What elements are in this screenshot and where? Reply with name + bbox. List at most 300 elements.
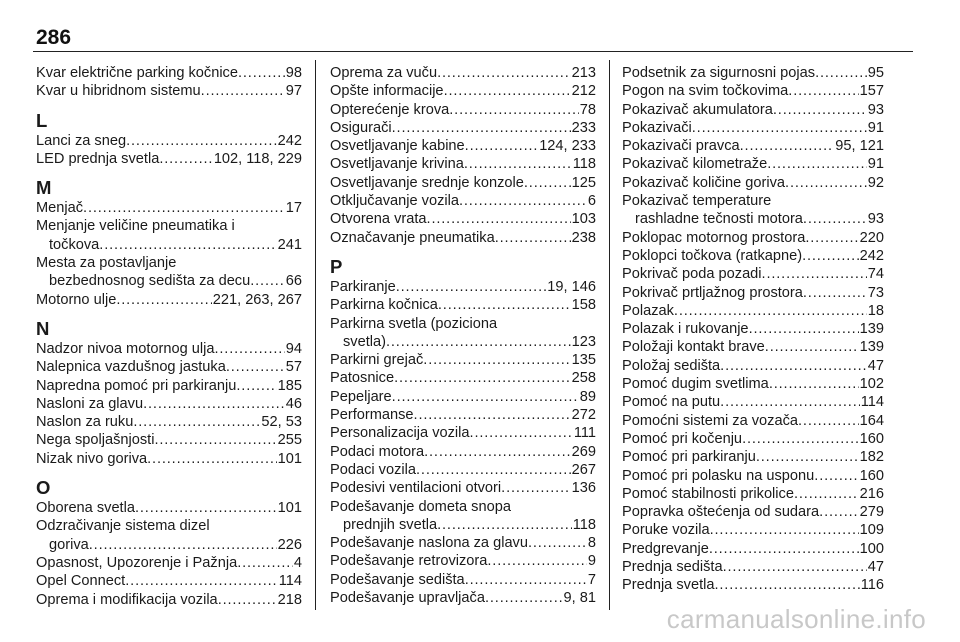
dot-leader bbox=[236, 377, 276, 395]
index-entry bbox=[622, 82, 884, 100]
index-entry-page: 102, 118, 229 bbox=[213, 150, 302, 167]
index-entry bbox=[330, 424, 596, 442]
index-entry-term: Predgrevanje bbox=[622, 540, 709, 557]
index-entry-page: 213 bbox=[571, 65, 596, 81]
index-entry-term: Kvar električne parking kočnice bbox=[36, 65, 238, 81]
index-entry-term: Podešavanje naslona za glavu bbox=[330, 535, 528, 552]
index-entry bbox=[622, 357, 884, 375]
index-entry-term: rashladne tečnosti motora bbox=[635, 211, 803, 228]
index-entry bbox=[330, 552, 596, 570]
index-entry bbox=[330, 174, 596, 192]
dot-leader bbox=[803, 284, 867, 302]
dot-leader bbox=[674, 302, 867, 320]
index-entry-page: 47 bbox=[867, 357, 884, 374]
index-entry bbox=[330, 192, 596, 210]
index-entry bbox=[622, 430, 884, 448]
index-entry-page: 157 bbox=[859, 83, 884, 100]
index-entry-page: 101 bbox=[277, 500, 302, 517]
index-entry-term: Nega spoljašnjosti bbox=[36, 432, 155, 449]
index-entry-page: 272 bbox=[571, 407, 596, 424]
index-entry-page: 185 bbox=[277, 377, 302, 394]
index-entry-term: Kvar u hibridnom sistemu bbox=[36, 83, 201, 100]
index-entry bbox=[330, 534, 596, 552]
index-entry-page: 7 bbox=[587, 571, 596, 588]
index-entry-term: Patosnice bbox=[330, 370, 395, 387]
index-entry-page: 269 bbox=[571, 443, 596, 460]
index-entry bbox=[622, 119, 884, 137]
index-entry-line: Odzračivanje sistema dizel bbox=[36, 518, 210, 535]
index-entry-page: 242 bbox=[277, 132, 302, 149]
index-entry bbox=[36, 291, 302, 309]
index-entry-page: 255 bbox=[277, 432, 302, 449]
dot-leader bbox=[485, 589, 563, 607]
dot-leader bbox=[116, 291, 211, 309]
index-entry-term: točkova bbox=[49, 236, 100, 253]
index-entry bbox=[622, 155, 884, 173]
index-entry bbox=[36, 340, 302, 358]
index-column-2 bbox=[330, 64, 596, 607]
index-entry-page: 78 bbox=[579, 101, 596, 118]
index-entry bbox=[36, 413, 302, 431]
index-entry-page: 114 bbox=[860, 394, 884, 411]
index-entry bbox=[36, 150, 302, 168]
index-entry-term: Označavanje pneumatika bbox=[330, 229, 495, 246]
dot-leader bbox=[237, 554, 293, 572]
index-entry-page: 123 bbox=[571, 333, 596, 350]
dot-leader bbox=[444, 82, 571, 100]
dot-leader bbox=[464, 155, 572, 173]
index-entry-page: 66 bbox=[285, 273, 302, 290]
index-entry-term: Podaci vozila bbox=[330, 461, 416, 478]
dot-leader bbox=[465, 137, 539, 155]
index-entry-page: 218 bbox=[277, 591, 302, 608]
index-entry-term: Personalizacija vozila bbox=[330, 425, 470, 442]
index-entry bbox=[36, 236, 302, 254]
index-entry bbox=[36, 395, 302, 413]
index-entry-term: Parkiranje bbox=[330, 278, 396, 295]
index-entry bbox=[622, 302, 884, 320]
index-entry-term: Pomoć stabilnosti prikolice bbox=[622, 485, 794, 502]
index-entry-term: Pepeljare bbox=[330, 388, 392, 405]
index-entry bbox=[330, 119, 596, 137]
index-entry-line: Parkirna svetla (poziciona bbox=[330, 315, 498, 332]
index-entry-term: Performanse bbox=[330, 407, 414, 424]
dot-leader bbox=[83, 199, 285, 217]
dot-leader bbox=[125, 572, 277, 590]
index-letter-heading: O bbox=[36, 477, 51, 499]
index-entry-term: Pomoć pri parkiranju bbox=[622, 449, 756, 466]
index-entry bbox=[330, 443, 596, 461]
dot-leader bbox=[218, 591, 277, 609]
index-entry-page: 91 bbox=[867, 119, 884, 136]
index-entry bbox=[36, 358, 302, 376]
index-entry-term: Nadzor nivoa motornog ulja bbox=[36, 340, 215, 357]
index-entry-page: 164 bbox=[859, 412, 884, 429]
index-entry bbox=[36, 591, 302, 609]
column-divider bbox=[609, 60, 610, 610]
index-entry bbox=[622, 576, 884, 594]
index-entry-page: 111 bbox=[573, 425, 596, 442]
index-entry bbox=[622, 521, 884, 539]
dot-leader bbox=[465, 571, 587, 589]
index-entry bbox=[622, 540, 884, 558]
dot-leader bbox=[416, 461, 571, 479]
index-entry bbox=[330, 571, 596, 589]
index-entry-page: 220 bbox=[859, 229, 884, 246]
index-entry-page: 114 bbox=[278, 573, 302, 590]
dot-leader bbox=[709, 540, 859, 558]
index-entry-term: Nizak nivo goriva bbox=[36, 450, 148, 467]
index-entry bbox=[622, 320, 884, 338]
index-entry bbox=[36, 377, 302, 395]
dot-leader bbox=[414, 406, 571, 424]
index-entry-page: 95, 121 bbox=[835, 138, 884, 155]
index-entry-page: 242 bbox=[859, 247, 884, 264]
index-entry bbox=[622, 375, 884, 393]
dot-leader bbox=[794, 485, 859, 503]
index-entry-term: Lanci za sneg bbox=[36, 132, 127, 149]
dot-leader bbox=[723, 558, 867, 576]
index-entry-page: 98 bbox=[285, 65, 302, 81]
index-entry-page: 216 bbox=[859, 485, 884, 502]
dot-leader bbox=[798, 412, 859, 430]
dot-leader bbox=[437, 516, 572, 534]
index-entry-term: Podešavanje sedišta bbox=[330, 571, 465, 588]
index-entry bbox=[36, 272, 302, 290]
index-entry-term: Poklopci točkova (ratkapne) bbox=[622, 247, 803, 264]
index-entry bbox=[622, 284, 884, 302]
index-entry-page: 136 bbox=[571, 480, 596, 497]
dot-leader bbox=[238, 64, 285, 82]
index-entry-page: 238 bbox=[571, 229, 596, 246]
index-entry-term: Menjač bbox=[36, 200, 84, 217]
dot-leader bbox=[201, 82, 285, 100]
index-entry-page: 125 bbox=[571, 174, 596, 191]
dot-leader bbox=[720, 393, 860, 411]
index-entry-term: Pomoć pri kočenju bbox=[622, 430, 743, 447]
index-entry-term: Prednja svetla bbox=[622, 577, 715, 594]
index-entry bbox=[330, 296, 596, 314]
index-entry-page: 9, 81 bbox=[563, 590, 596, 607]
dot-leader bbox=[714, 576, 859, 594]
index-entry-term: Osvetljavanje kabine bbox=[330, 138, 465, 155]
index-entry-page: 139 bbox=[859, 339, 884, 356]
index-letter-heading: N bbox=[36, 317, 50, 339]
index-entry-page: 57 bbox=[285, 359, 302, 376]
index-entry bbox=[622, 174, 884, 192]
index-entry-term: Pokazivači bbox=[622, 119, 692, 136]
index-entry-page: 124, 233 bbox=[539, 138, 596, 155]
index-entry-term: Pogon na svim točkovima bbox=[622, 83, 789, 100]
index-entry-page: 93 bbox=[867, 211, 884, 228]
index-entry-term: Otvorena vrata bbox=[330, 211, 427, 228]
dot-leader bbox=[424, 443, 571, 461]
dot-leader bbox=[524, 174, 571, 192]
index-entry-term: Napredna pomoć pri parkiranju bbox=[36, 377, 237, 394]
dot-leader bbox=[392, 388, 579, 406]
index-entry-term: Podešavanje upravljača bbox=[330, 590, 485, 607]
index-entry-term: svetla) bbox=[343, 333, 386, 350]
dot-leader bbox=[159, 150, 213, 168]
index-entry-term: Parkirna kočnica bbox=[330, 297, 438, 314]
index-entry bbox=[330, 101, 596, 119]
index-entry-page: 279 bbox=[859, 504, 884, 521]
index-entry-term: Pokazivač akumulatora bbox=[622, 101, 773, 118]
index-entry-page: 4 bbox=[293, 554, 302, 571]
index-entry bbox=[330, 64, 596, 82]
dot-leader bbox=[133, 413, 260, 431]
dot-leader bbox=[437, 64, 571, 82]
index-entry-term: Pomoć dugim svetlima bbox=[622, 376, 769, 393]
index-entry-page: 109 bbox=[859, 522, 884, 539]
index-entry bbox=[330, 229, 596, 247]
index-entry bbox=[36, 431, 302, 449]
index-entry-page: 116 bbox=[860, 577, 884, 594]
index-entry bbox=[330, 369, 596, 387]
index-entry-page: 258 bbox=[571, 370, 596, 387]
index-entry-page: 101 bbox=[277, 450, 302, 467]
index-entry-term: Opterećenje krova bbox=[330, 101, 450, 118]
watermark-text: carmanualsonline.info bbox=[666, 604, 926, 634]
index-entry-page: 74 bbox=[867, 266, 884, 283]
index-entry bbox=[622, 64, 884, 82]
index-entry bbox=[622, 393, 884, 411]
dot-leader bbox=[423, 351, 570, 369]
index-entry-term: Položaj sedišta bbox=[622, 357, 721, 374]
index-entry-term: Opšte informacije bbox=[330, 83, 444, 100]
index-entry bbox=[36, 499, 302, 517]
dot-leader bbox=[147, 450, 277, 468]
index-entry-page: 93 bbox=[867, 101, 884, 118]
index-entry bbox=[36, 572, 302, 590]
index-entry-term: Podaci motora bbox=[330, 443, 425, 460]
dot-leader bbox=[802, 247, 859, 265]
index-entry-page: 118 bbox=[572, 156, 596, 173]
index-entry-page: 91 bbox=[867, 156, 884, 173]
index-entry bbox=[330, 210, 596, 228]
index-entry bbox=[330, 479, 596, 497]
index-entry bbox=[330, 351, 596, 369]
dot-leader bbox=[785, 174, 867, 192]
index-entry bbox=[622, 485, 884, 503]
index-entry bbox=[622, 503, 884, 521]
dot-leader bbox=[815, 64, 867, 82]
dot-leader bbox=[392, 119, 571, 137]
index-entry-page: 47 bbox=[867, 559, 884, 576]
index-entry-term: Motorno ulje bbox=[36, 291, 117, 308]
index-entry-term: Popravka oštećenja od sudara bbox=[622, 504, 820, 521]
dot-leader bbox=[470, 424, 573, 442]
index-entry bbox=[36, 82, 302, 100]
index-entry bbox=[622, 467, 884, 485]
index-entry-term: prednjih svetla bbox=[343, 516, 438, 533]
index-entry-term: Osigurači bbox=[330, 119, 392, 136]
index-entry bbox=[330, 516, 596, 534]
index-entry-term: Pomoć pri polasku na usponu bbox=[622, 467, 815, 484]
index-entry-page: 18 bbox=[867, 302, 884, 319]
index-entry bbox=[330, 155, 596, 173]
index-entry-page: 52, 53 bbox=[261, 414, 302, 431]
index-entry-page: 19, 146 bbox=[547, 278, 596, 295]
dot-leader bbox=[765, 338, 859, 356]
index-entry bbox=[330, 388, 596, 406]
index-entry bbox=[36, 536, 302, 554]
dot-leader bbox=[135, 499, 277, 517]
index-entry bbox=[330, 278, 596, 296]
index-entry-term: Pokrivač prtljažnog prostora bbox=[622, 284, 803, 301]
index-entry-page: 73 bbox=[867, 284, 884, 301]
dot-leader bbox=[459, 192, 587, 210]
index-entry-term: Oprema i modifikacija vozila bbox=[36, 591, 218, 608]
index-entry bbox=[330, 406, 596, 424]
index-entry bbox=[622, 558, 884, 576]
index-entry bbox=[622, 210, 884, 228]
index-entry-page: 94 bbox=[285, 340, 302, 357]
dot-leader bbox=[767, 155, 867, 173]
index-entry-page: 212 bbox=[571, 83, 596, 100]
index-entry-page: 9 bbox=[587, 553, 596, 570]
index-entry bbox=[622, 101, 884, 119]
index-entry bbox=[36, 554, 302, 572]
index-entry-line: Podešavanje dometa snopa bbox=[330, 498, 511, 515]
dot-leader bbox=[449, 101, 579, 119]
index-entry bbox=[330, 461, 596, 479]
index-entry-term: Podsetnik za sigurnosni pojas bbox=[622, 65, 816, 81]
dot-leader bbox=[762, 265, 867, 283]
index-entry bbox=[622, 338, 884, 356]
dot-leader bbox=[394, 369, 571, 387]
index-entry bbox=[36, 450, 302, 468]
index-entry-page: 8 bbox=[587, 535, 596, 552]
index-entry bbox=[622, 229, 884, 247]
page-number: 286 bbox=[36, 26, 72, 49]
dot-leader bbox=[788, 82, 858, 100]
index-entry-page: 241 bbox=[277, 236, 302, 253]
dot-leader bbox=[814, 467, 858, 485]
index-entry-term: Osvetljavanje srednje konzole bbox=[330, 174, 524, 191]
index-entry-page: 182 bbox=[859, 449, 884, 466]
dot-leader bbox=[99, 236, 276, 254]
dot-leader bbox=[154, 431, 276, 449]
index-entry-line: Pokazivač temperature bbox=[622, 193, 772, 210]
index-entry-page: 226 bbox=[277, 536, 302, 553]
index-entry-page: 160 bbox=[859, 430, 884, 447]
index-entry-page: 89 bbox=[579, 388, 596, 405]
dot-leader bbox=[487, 552, 587, 570]
dot-leader bbox=[438, 296, 571, 314]
index-entry-term: Položaji kontakt brave bbox=[622, 339, 765, 356]
index-entry-page: 100 bbox=[859, 540, 884, 557]
dot-leader bbox=[742, 430, 859, 448]
index-entry-page: 103 bbox=[571, 211, 596, 228]
index-entry-page: 92 bbox=[867, 174, 884, 191]
index-column-1 bbox=[36, 64, 302, 609]
index-entry-page: 221, 263, 267 bbox=[212, 291, 302, 308]
dot-leader bbox=[756, 448, 859, 466]
dot-leader bbox=[427, 210, 571, 228]
index-column-3 bbox=[622, 64, 884, 595]
index-entry-term: Osvetljavanje krivina bbox=[330, 156, 464, 173]
dot-leader bbox=[819, 503, 858, 521]
dot-leader bbox=[805, 229, 858, 247]
index-entry-page: 139 bbox=[859, 321, 884, 338]
index-entry-term: Pomoć na putu bbox=[622, 394, 721, 411]
dot-leader bbox=[528, 534, 587, 552]
index-entry-term: Pomoćni sistemi za vozača bbox=[622, 412, 799, 429]
index-entry-page: 118 bbox=[572, 516, 596, 533]
index-entry-term: Pokazivači pravca bbox=[622, 138, 740, 155]
dot-leader bbox=[126, 132, 277, 150]
dot-leader bbox=[89, 536, 277, 554]
index-entry-page: 6 bbox=[587, 193, 596, 210]
index-entry-term: Pokrivač poda pozadi bbox=[622, 266, 762, 283]
index-entry-term: Otključavanje vozila bbox=[330, 193, 459, 210]
index-entry-page: 267 bbox=[571, 461, 596, 478]
index-entry-term: Polazak bbox=[622, 302, 674, 319]
index-letter-heading: P bbox=[330, 255, 343, 277]
index-entry-term: bezbednosnog sedišta za decu bbox=[49, 273, 251, 290]
index-entry bbox=[36, 199, 302, 217]
index-entry-term: Opasnost, Upozorenje i Pažnja bbox=[36, 554, 238, 571]
index-entry-term: Pokazivač kilometraže bbox=[622, 156, 768, 173]
index-entry bbox=[330, 333, 596, 351]
dot-leader bbox=[396, 278, 547, 296]
index-entry-term: Nalepnica vazdušnog jastuka bbox=[36, 359, 226, 376]
dot-leader bbox=[773, 101, 867, 119]
index-letter-heading: L bbox=[36, 109, 48, 131]
index-entry bbox=[622, 448, 884, 466]
index-entry bbox=[622, 265, 884, 283]
index-entry-term: Oprema za vuču bbox=[330, 65, 438, 81]
index-entry-page: 233 bbox=[571, 119, 596, 136]
index-entry-page: 97 bbox=[285, 83, 302, 100]
dot-leader bbox=[226, 358, 285, 376]
dot-leader bbox=[740, 137, 835, 155]
index-entry-page: 102 bbox=[859, 376, 884, 393]
index-entry-page: 160 bbox=[859, 467, 884, 484]
index-entry-term: goriva bbox=[49, 536, 89, 553]
index-entry-page: 95 bbox=[867, 65, 884, 81]
index-entry-term: Oborena svetla bbox=[36, 500, 135, 517]
index-entry-term: Opel Connect bbox=[36, 573, 126, 590]
index-entry-term: Poruke vozila bbox=[622, 522, 710, 539]
dot-leader bbox=[749, 320, 859, 338]
index-letter-heading: M bbox=[36, 177, 52, 199]
index-entry-term: LED prednja svetla bbox=[36, 150, 160, 167]
index-entry bbox=[622, 137, 884, 155]
index-entry-term: Poklopac motornog prostora bbox=[622, 229, 806, 246]
index-entry-term: Pokazivač količine goriva bbox=[622, 174, 786, 191]
column-divider bbox=[315, 60, 316, 610]
dot-leader bbox=[803, 210, 867, 228]
dot-leader bbox=[386, 333, 571, 351]
index-entry bbox=[622, 412, 884, 430]
index-entry-page: 17 bbox=[285, 200, 302, 217]
index-entry bbox=[330, 137, 596, 155]
index-entry-line: Menjanje veličine pneumatika i bbox=[36, 218, 235, 235]
header-rule bbox=[33, 51, 913, 52]
index-entry-term: Nasloni za glavu bbox=[36, 395, 144, 412]
index-entry bbox=[622, 247, 884, 265]
index-entry-line: Mesta za postavljanje bbox=[36, 255, 177, 272]
index-entry-term: Polazak i rukovanje bbox=[622, 321, 749, 338]
dot-leader bbox=[769, 375, 859, 393]
dot-leader bbox=[250, 272, 285, 290]
index-entry bbox=[330, 589, 596, 607]
dot-leader bbox=[143, 395, 285, 413]
index-entry bbox=[330, 82, 596, 100]
index-entry bbox=[36, 64, 302, 82]
